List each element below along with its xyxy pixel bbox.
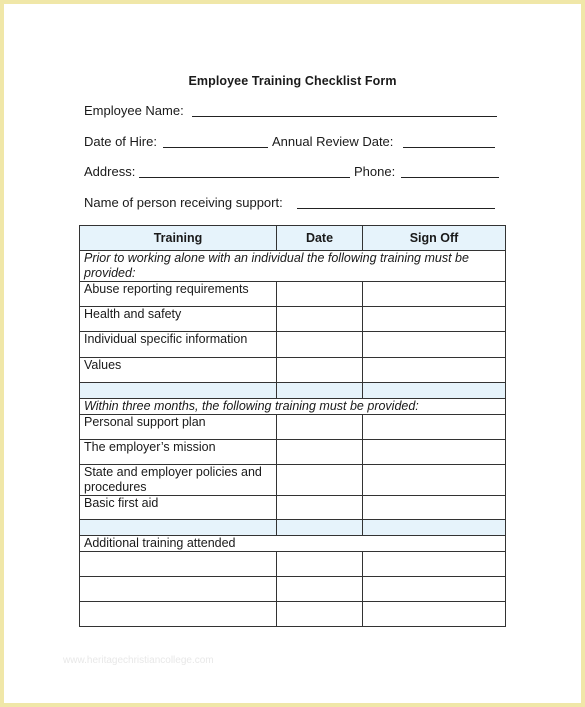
date-of-hire-line[interactable]: [163, 147, 268, 148]
signoff-cell[interactable]: [363, 552, 506, 577]
date-cell[interactable]: [277, 465, 363, 496]
training-item: State and employer policies and procedures: [80, 465, 277, 496]
annual-review-date-label: Annual Review Date:: [272, 134, 394, 149]
section-heading: Additional training attended: [80, 536, 506, 552]
address-label: Address:: [84, 164, 136, 179]
form-title: Employee Training Checklist Form: [188, 74, 397, 88]
training-item: Values: [80, 358, 277, 383]
phone-label: Phone:: [354, 164, 396, 179]
training-item: Health and safety: [80, 307, 277, 332]
table-row: [80, 496, 506, 520]
table-row: [80, 440, 506, 465]
training-item: The employer’s mission: [80, 440, 277, 465]
date-cell[interactable]: [277, 358, 363, 383]
employee-name-label: Employee Name:: [84, 103, 184, 118]
date-cell[interactable]: [277, 415, 363, 440]
signoff-cell[interactable]: [363, 440, 506, 465]
date-column-header: Date: [277, 226, 363, 251]
table-row: [80, 465, 506, 496]
table-row: [80, 552, 506, 577]
training-item: Personal support plan: [80, 415, 277, 440]
watermark: www.heritagechristiancollege.com: [63, 655, 214, 666]
training-item: Abuse reporting requirements: [80, 282, 277, 307]
training-item: Individual specific information: [80, 332, 277, 358]
table-row: [80, 307, 506, 332]
training-column-header: Training: [80, 226, 277, 251]
date-cell[interactable]: [277, 577, 363, 602]
additional-training-cell[interactable]: [80, 552, 277, 577]
table-row: [80, 332, 506, 358]
phone-line[interactable]: [401, 177, 499, 178]
signoff-cell[interactable]: [363, 496, 506, 520]
table-row: [80, 358, 506, 383]
section-heading: Prior to working alone with an individual the following training must be provided:: [80, 251, 506, 282]
date-cell[interactable]: [277, 440, 363, 465]
signoff-cell[interactable]: [363, 465, 506, 496]
signoff-cell[interactable]: [363, 282, 506, 307]
date-cell[interactable]: [277, 602, 363, 627]
section-row: [80, 536, 506, 552]
date-cell[interactable]: [277, 552, 363, 577]
date-cell[interactable]: [277, 496, 363, 520]
address-line[interactable]: [139, 177, 350, 178]
support-person-line[interactable]: [297, 208, 495, 209]
spacer-row: [80, 383, 506, 399]
support-person-label: Name of person receiving support:: [84, 195, 283, 210]
additional-training-cell[interactable]: [80, 577, 277, 602]
training-checklist-table: [79, 225, 506, 627]
signoff-cell[interactable]: [363, 332, 506, 358]
date-cell[interactable]: [277, 307, 363, 332]
spacer-row: [80, 520, 506, 536]
table-header-row: [80, 226, 506, 251]
table-row: [80, 282, 506, 307]
annual-review-date-line[interactable]: [403, 147, 495, 148]
signoff-cell[interactable]: [363, 415, 506, 440]
date-of-hire-label: Date of Hire:: [84, 134, 157, 149]
signoff-cell[interactable]: [363, 358, 506, 383]
signoff-column-header: Sign Off: [363, 226, 506, 251]
training-item: Basic first aid: [80, 496, 277, 520]
date-cell[interactable]: [277, 332, 363, 358]
section-row: [80, 251, 506, 282]
table-row: [80, 415, 506, 440]
date-cell[interactable]: [277, 282, 363, 307]
signoff-cell[interactable]: [363, 307, 506, 332]
table-row: [80, 602, 506, 627]
signoff-cell[interactable]: [363, 602, 506, 627]
signoff-cell[interactable]: [363, 577, 506, 602]
section-heading: Within three months, the following training must be provided:: [80, 399, 506, 415]
additional-training-cell[interactable]: [80, 602, 277, 627]
employee-name-line[interactable]: [192, 116, 497, 117]
table-row: [80, 577, 506, 602]
section-row: [80, 399, 506, 415]
